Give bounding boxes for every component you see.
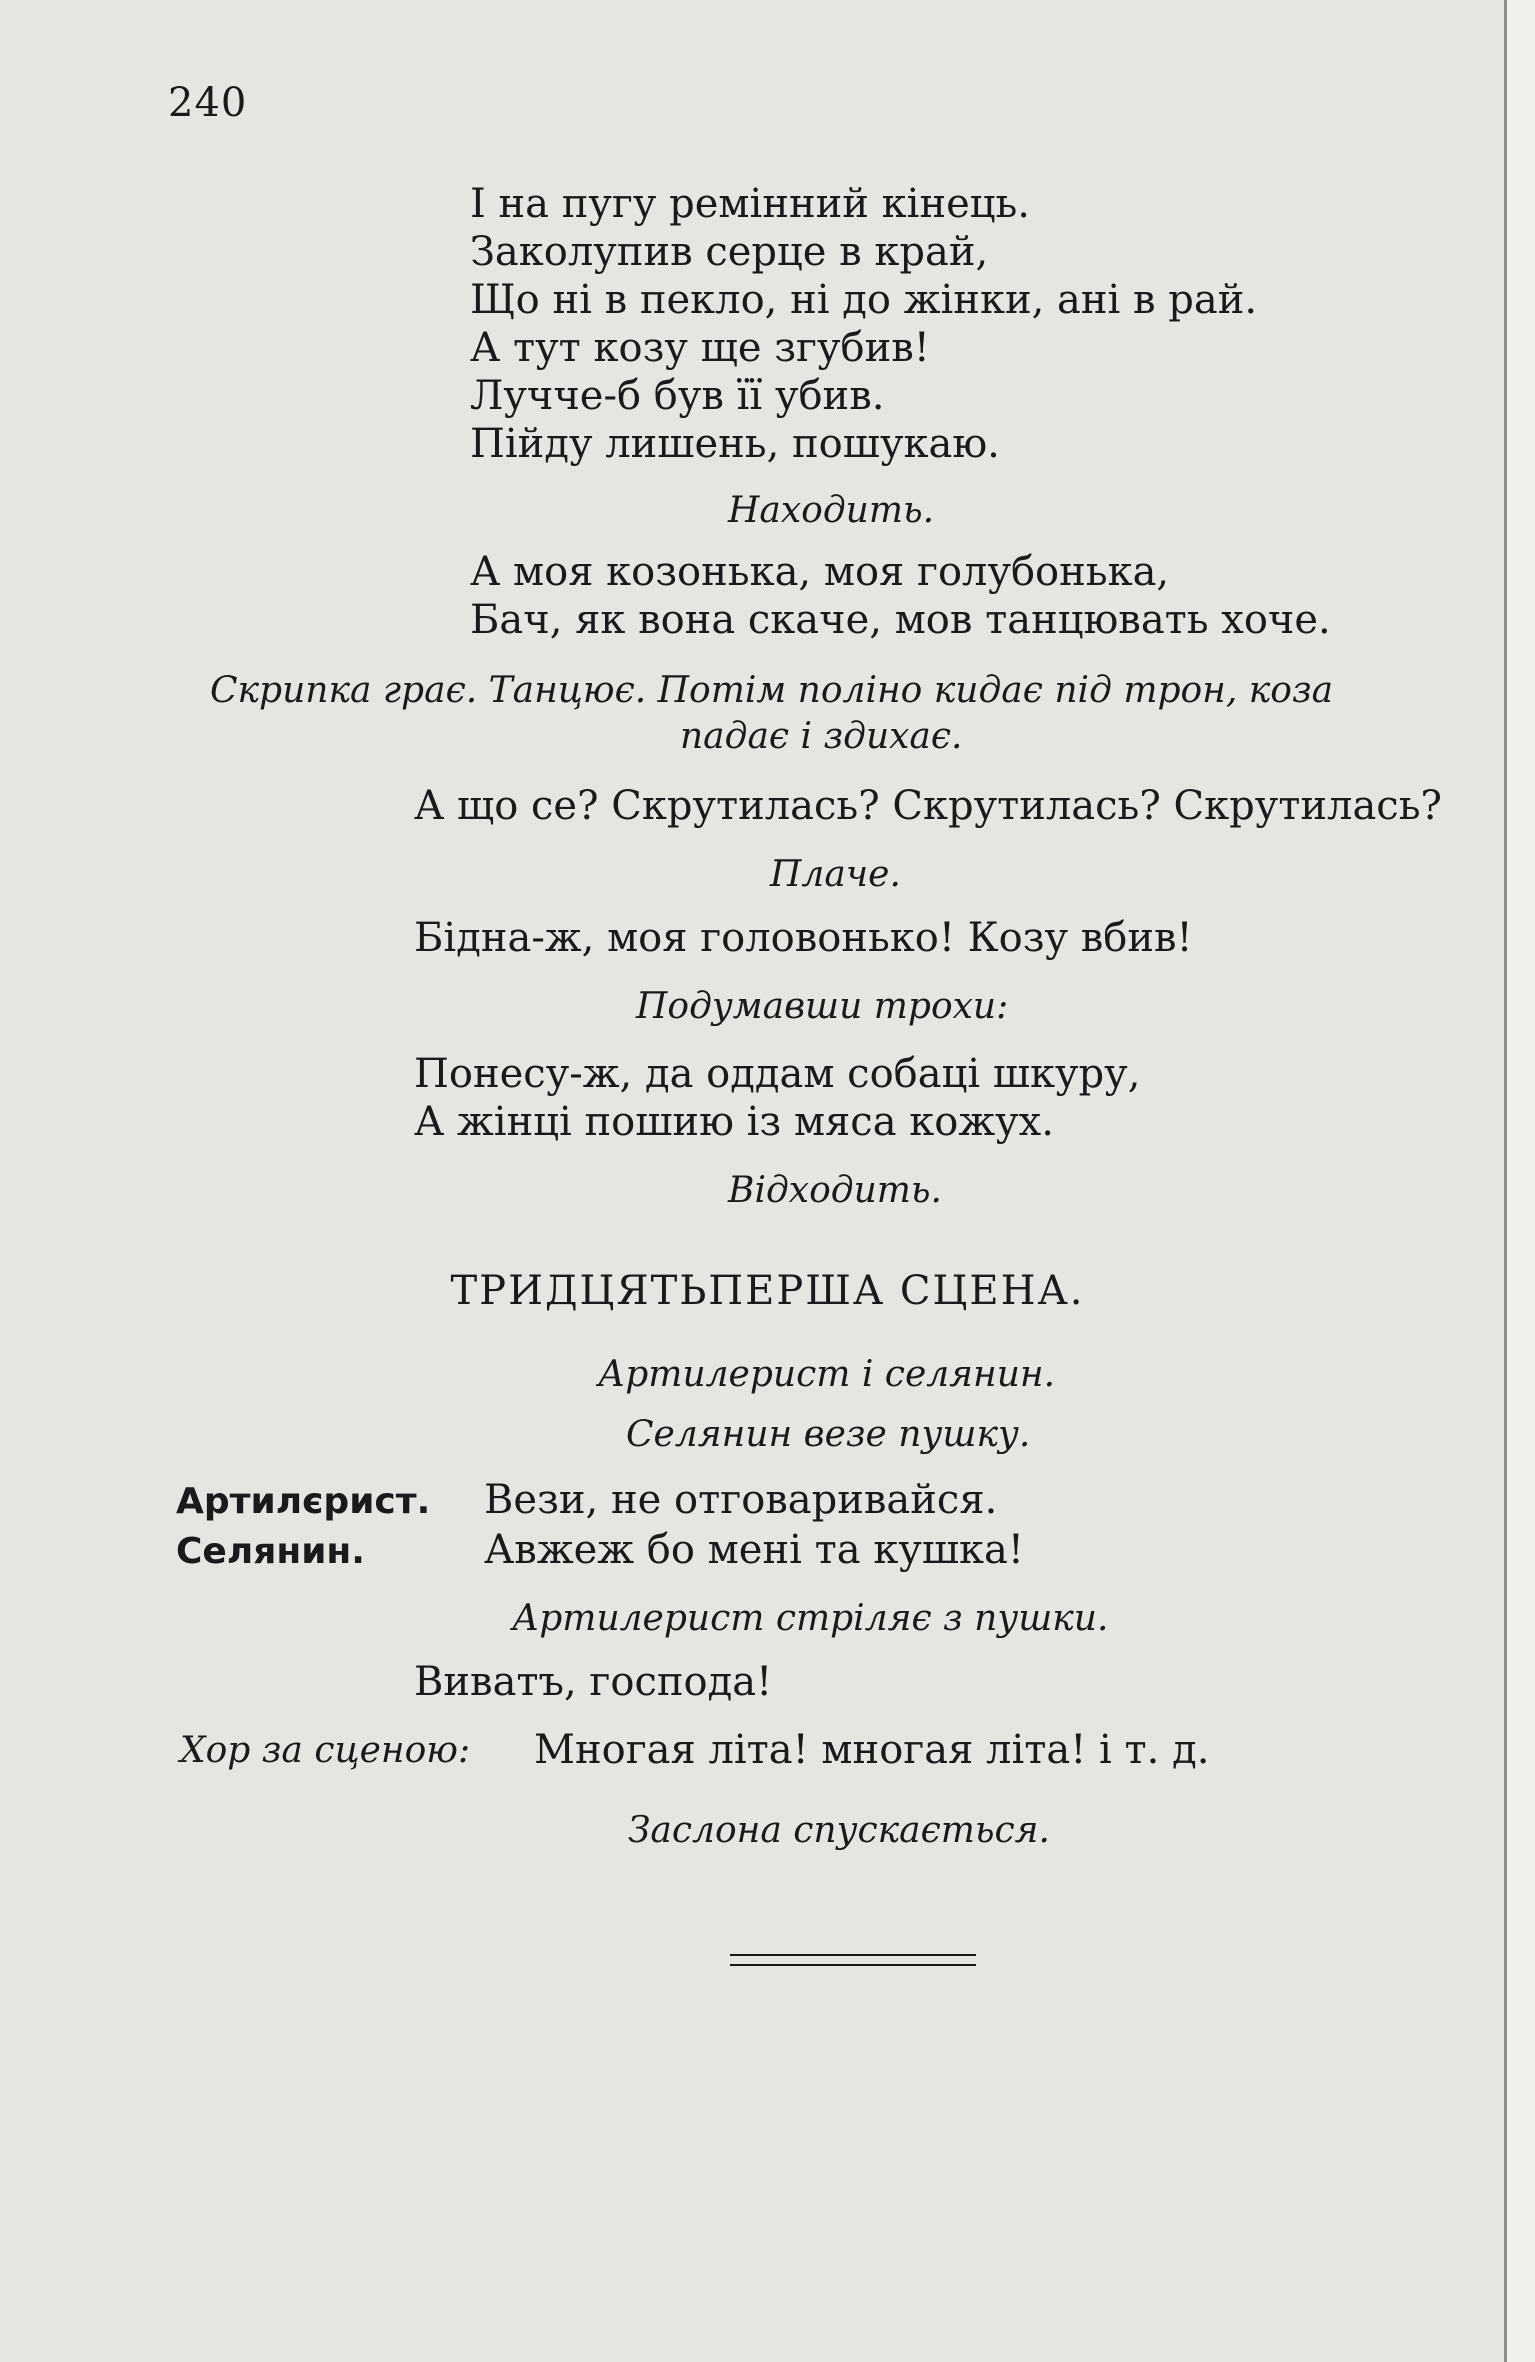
stage-direction: падає і здихає. xyxy=(680,716,963,757)
dialogue-line: Вези, не отговаривайся. xyxy=(484,1477,998,1523)
end-rule xyxy=(730,1954,976,1956)
chorus-label: Хор за сценою: xyxy=(180,1730,471,1771)
verse-line: А тут козу ще згубив! xyxy=(470,325,930,371)
page-edge-line xyxy=(1504,0,1507,2362)
stage-direction: Плаче. xyxy=(770,854,901,895)
speaker-name: Артилєрист. xyxy=(176,1481,431,1522)
dialogue-line: Бідна-ж, моя головонько! Козу вбив! xyxy=(414,915,1193,961)
stage-direction: Артилерист стріляє з пушки. xyxy=(512,1598,1109,1639)
verse-line: Лучче-б був її убив. xyxy=(470,373,885,419)
verse-line: Бач, як вона скаче, мов танцювать хоче. xyxy=(470,597,1331,643)
dialogue-line: А що се? Скрутилась? Скрутилась? Скрутилась? xyxy=(414,783,1442,829)
end-rule xyxy=(730,1964,976,1966)
stage-direction: Артилерист і селянин. xyxy=(598,1354,1056,1395)
speaker-name: Селянин. xyxy=(176,1531,365,1572)
scene-heading: ТРИДЦЯТЬПЕРША СЦЕНА. xyxy=(450,1268,1085,1314)
chorus-line: Многая літа! многая літа! і т. д. xyxy=(534,1727,1210,1773)
verse-line: А жінці пошию із мяса кожух. xyxy=(414,1099,1054,1145)
stage-direction: Скрипка грає. Танцює. Потім поліно кидає під трон, коза xyxy=(210,670,1334,711)
dialogue-line: Виватъ, господа! xyxy=(414,1659,773,1705)
dialogue-line: Авжеж бо мені та кушка! xyxy=(484,1527,1024,1573)
page-number: 240 xyxy=(168,80,248,126)
verse-line: Пійду лишень, пошукаю. xyxy=(470,421,1000,467)
verse-line: І на пугу ремінний кінець. xyxy=(470,181,1031,227)
stage-direction: Відходить. xyxy=(728,1170,942,1211)
stage-direction: Подумавши трохи: xyxy=(636,986,1009,1027)
stage-direction: Заслона спускається. xyxy=(628,1810,1050,1851)
stage-direction: Селянин везе пушку. xyxy=(626,1414,1031,1455)
verse-line: Понесу-ж, да оддам собаці шкуру, xyxy=(414,1051,1141,1097)
stage-direction: Находить. xyxy=(728,490,935,531)
verse-line: А моя козонька, моя голубонька, xyxy=(470,549,1170,595)
verse-line: Що ні в пекло, ні до жінки, ані в рай. xyxy=(470,277,1258,323)
page-edge xyxy=(1507,0,1535,2362)
verse-line: Заколупив серце в край, xyxy=(470,229,989,275)
